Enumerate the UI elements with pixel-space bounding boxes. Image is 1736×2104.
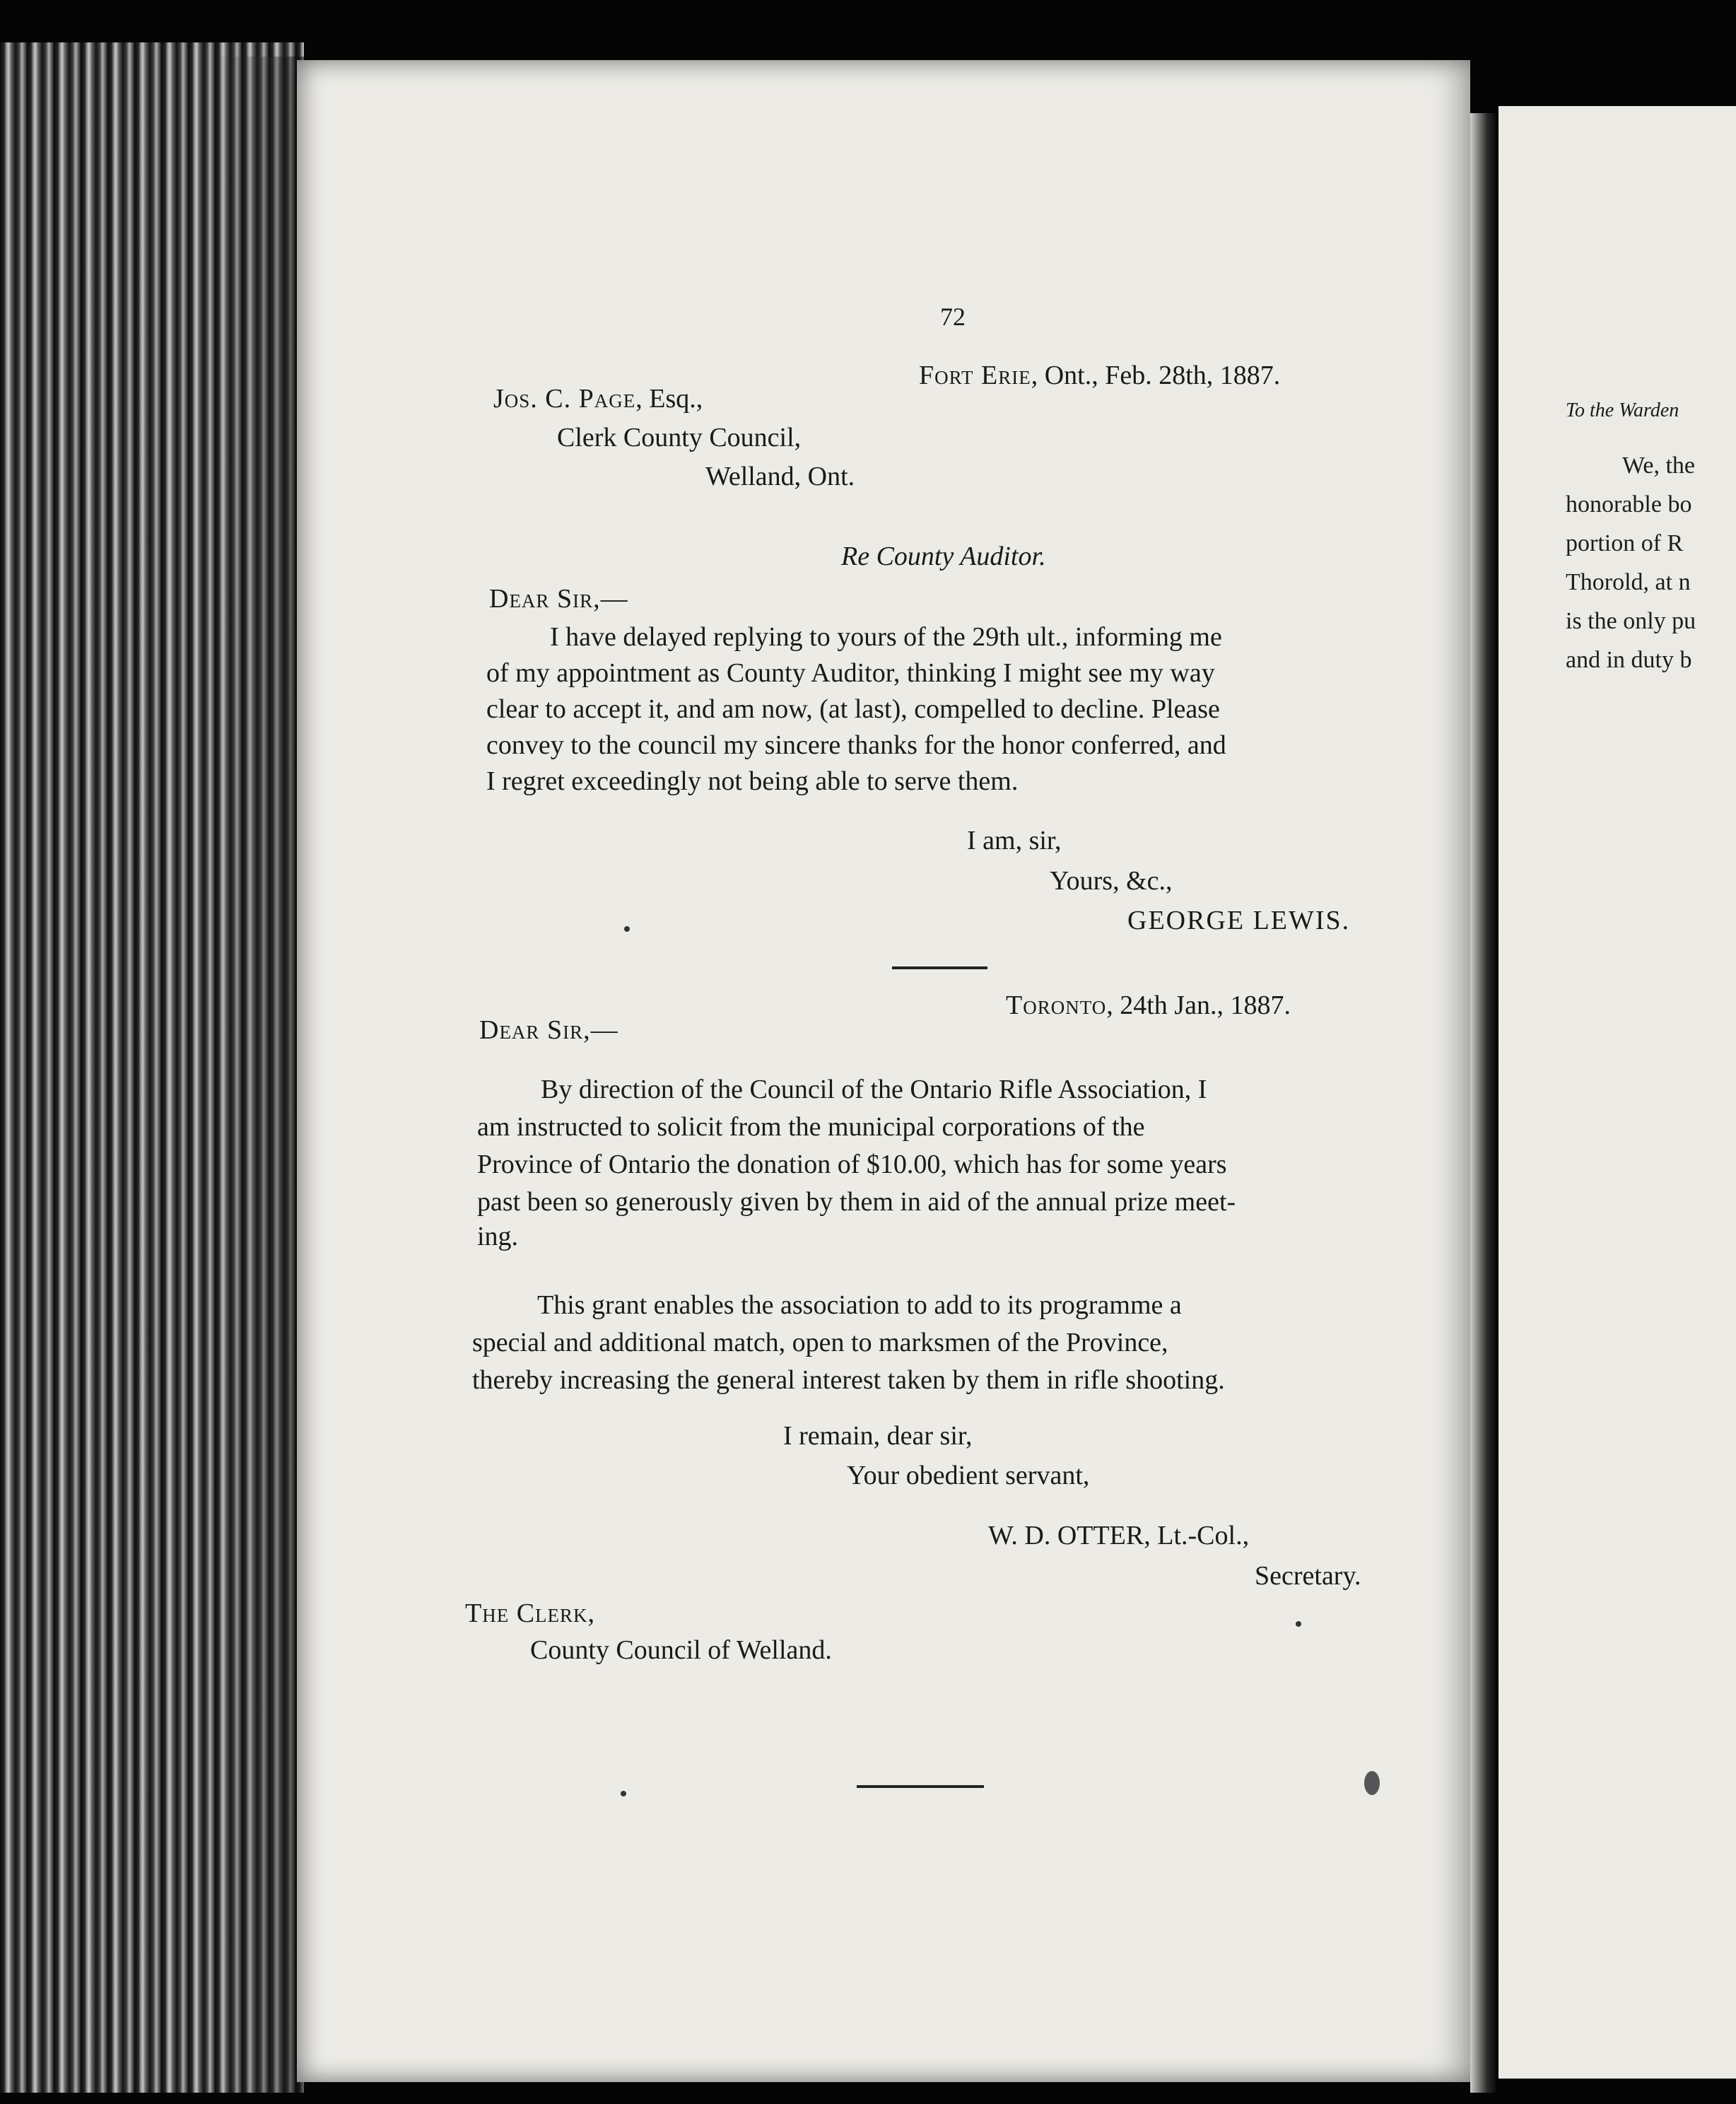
right-page-heading: To the Warden bbox=[1566, 399, 1679, 421]
letter1-dateline-rest: , Ont., Feb. 28th, 1887. bbox=[1031, 361, 1281, 390]
letter2-salutation: Dear Sir,— bbox=[479, 1015, 618, 1045]
letter2-para2-line: This grant enables the association to add to its programme a bbox=[537, 1290, 1182, 1320]
letter1-body-line: convey to the council my sincere thanks for the honor conferred, and bbox=[486, 730, 1226, 760]
letter2-para2-line: special and additional match, open to marksmen of the Province, bbox=[472, 1328, 1168, 1357]
letter1-closing-line: I am, sir, bbox=[967, 826, 1062, 855]
scan-speck bbox=[1296, 1621, 1301, 1627]
letter2-dateline bbox=[1006, 992, 1291, 1019]
letter2-signatory-title: Secretary. bbox=[1255, 1561, 1361, 1591]
right-page-line: honorable bo bbox=[1566, 491, 1692, 518]
letter1-body-line: clear to accept it, and am now, (at last), compelled to decline. Please bbox=[486, 694, 1220, 724]
letter2-dateline-place: Toronto bbox=[1006, 990, 1107, 1020]
letter2-para2-line: thereby increasing the general interest taken by them in rifle shooting. bbox=[472, 1365, 1225, 1395]
right-page-line: Thorold, at n bbox=[1566, 569, 1691, 595]
letter2-para1-line: By direction of the Council of the Ontario Rifle Association, I bbox=[541, 1075, 1207, 1104]
letter1-addressee-suffix: , Esq., bbox=[635, 384, 703, 414]
letter1-addressee-name bbox=[493, 385, 703, 412]
letter1-subject: Re County Auditor. bbox=[841, 542, 1046, 571]
letter2-addressee-line2: County Council of Welland. bbox=[530, 1635, 832, 1665]
letter2-para1-line: ing. bbox=[477, 1222, 519, 1251]
scan-speck bbox=[624, 926, 630, 932]
letter1-addressee-name-text: Jos. C. Page bbox=[493, 384, 636, 414]
right-page-line: portion of R bbox=[1566, 530, 1684, 556]
right-page-line: We, the bbox=[1622, 452, 1695, 479]
page-number: 72 bbox=[940, 303, 966, 331]
letter2-para1-line: Province of Ontario the donation of $10.00, which has for some years bbox=[477, 1150, 1227, 1179]
letter1-dateline bbox=[919, 362, 1280, 389]
end-rule bbox=[857, 1785, 984, 1788]
letter1-addressee-line3: Welland, Ont. bbox=[705, 462, 855, 491]
letter1-salutation: Dear Sir,— bbox=[489, 584, 628, 614]
book-gutter bbox=[1470, 113, 1499, 2093]
right-page bbox=[1499, 106, 1736, 2079]
right-page-line: and in duty b bbox=[1566, 647, 1692, 673]
right-page-line: is the only pu bbox=[1566, 608, 1696, 634]
scan-speck bbox=[1364, 1771, 1380, 1795]
page-edge-shadow bbox=[212, 57, 311, 2093]
letter2-dateline-rest: , 24th Jan., 1887. bbox=[1106, 990, 1291, 1020]
letter1-closing-line: Yours, &c., bbox=[1050, 866, 1173, 896]
letter1-signature: GEORGE LEWIS. bbox=[1127, 906, 1351, 935]
left-page bbox=[297, 60, 1470, 2082]
scan-speck bbox=[621, 1791, 626, 1796]
letter1-body-line: I have delayed replying to yours of the 29th ult., informing me bbox=[550, 622, 1222, 652]
letter1-body-line: I regret exceedingly not being able to serve them. bbox=[486, 766, 1019, 796]
letter2-closing-line: Your obedient servant, bbox=[847, 1461, 1090, 1490]
letter1-dateline-place: Fort Erie bbox=[919, 361, 1031, 390]
letter2-para1-line: past been so generously given by them in aid of the annual prize meet- bbox=[477, 1187, 1236, 1217]
letter2-closing-line: I remain, dear sir, bbox=[783, 1421, 973, 1451]
letter1-addressee-line2: Clerk County Council, bbox=[557, 423, 802, 452]
letter2-signature: W. D. OTTER, Lt.-Col., bbox=[988, 1521, 1250, 1550]
letter2-addressee-line1: The Clerk, bbox=[465, 1599, 596, 1628]
letter2-para1-line: am instructed to solicit from the municipal corporations of the bbox=[477, 1112, 1145, 1142]
section-divider bbox=[892, 966, 987, 969]
letter1-body-line: of my appointment as County Auditor, thinking I might see my way bbox=[486, 658, 1215, 688]
